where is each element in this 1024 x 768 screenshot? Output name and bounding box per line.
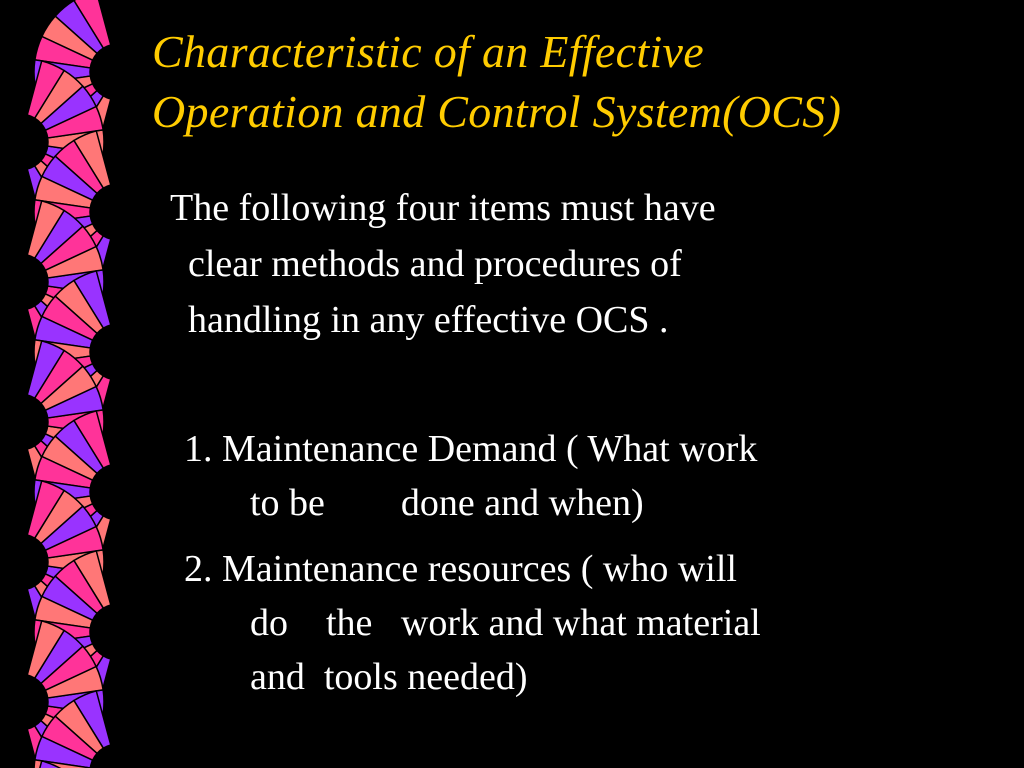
- list-item: [184, 422, 984, 530]
- item-list: [184, 422, 984, 716]
- item-line: and tools needed): [250, 656, 528, 698]
- slide-title-line-1: Characteristic of an Effective: [152, 26, 704, 77]
- list-item: [184, 542, 984, 704]
- item-number: 1.: [184, 428, 213, 470]
- intro-paragraph: [170, 180, 990, 348]
- item-line: to be done and when): [250, 482, 644, 524]
- intro-line-2: clear methods and procedures of: [188, 243, 682, 285]
- ribbon-fan: [34, 691, 111, 768]
- decorative-ribbon: [0, 0, 140, 768]
- slide-body: [170, 180, 990, 698]
- item-line: Maintenance Demand ( What work: [222, 428, 758, 470]
- slide-title: [152, 22, 1012, 142]
- item-line: Maintenance resources ( who will: [222, 548, 737, 590]
- slide-title-line-2: Operation and Control System(OCS): [152, 86, 842, 137]
- intro-line-3: handling in any effective OCS .: [188, 299, 669, 341]
- item-line: do the work and what material: [250, 602, 761, 644]
- item-number: 2.: [184, 548, 213, 590]
- intro-line-1: The following four items must have: [170, 187, 716, 229]
